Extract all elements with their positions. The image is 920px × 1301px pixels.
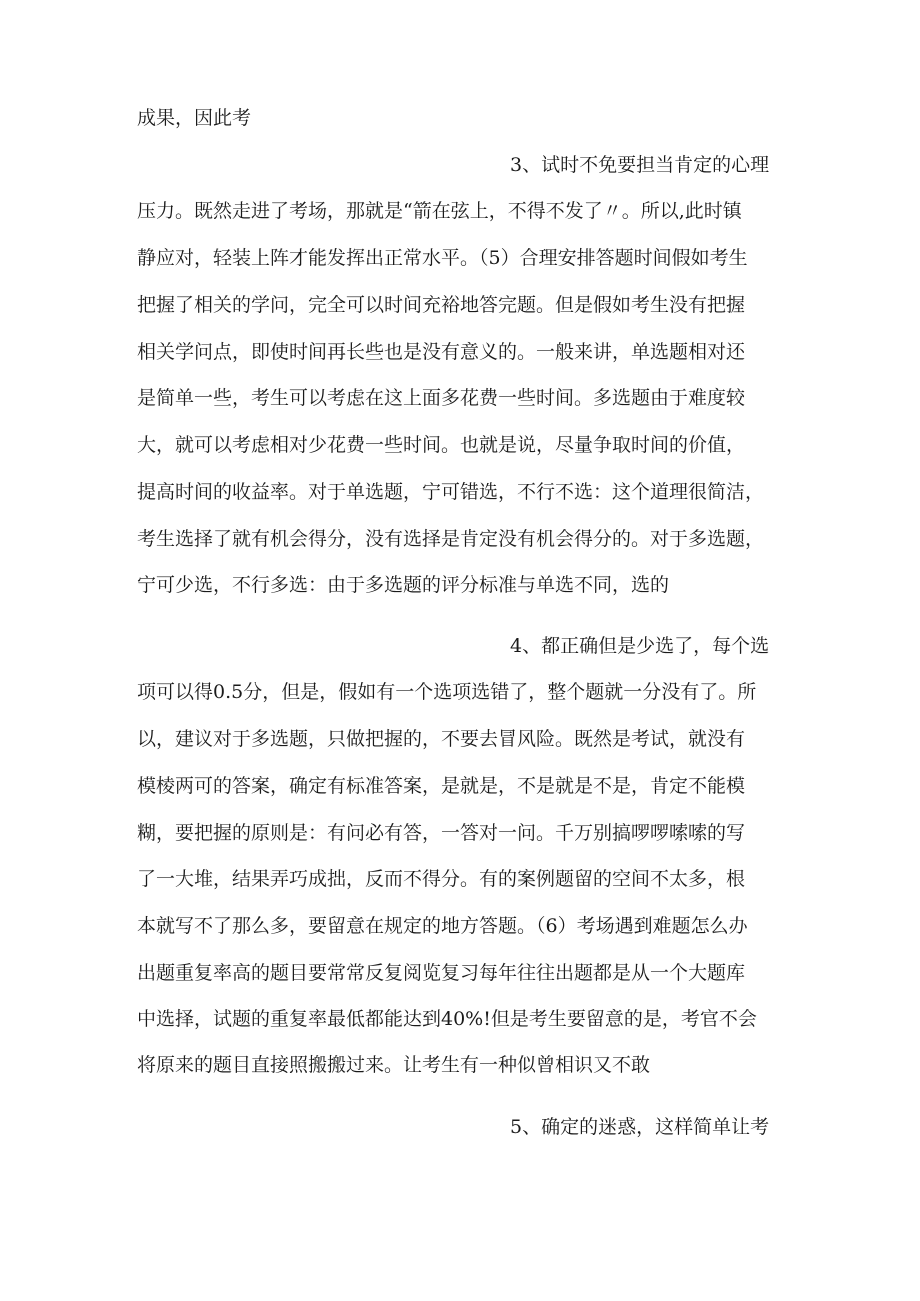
text-line-22: 5、确定的迷惑，这样简单让考 xyxy=(510,1116,770,1138)
text-line-2: 3、试时不免要担当肯定的心理 xyxy=(510,154,770,176)
text-line-16: 糊，要把握的原则是：有问必有答，一答对一问。千万别搞啰啰嗦嗦的写 xyxy=(137,822,746,844)
text-line-19: 出题重复率高的题目要常常反复阅览复习每年往往出题都是从一个大题库 xyxy=(137,962,746,984)
text-line-15: 模棱两可的答案，确定有标准答案，是就是，不是就是不是，肯定不能模 xyxy=(137,775,746,797)
text-line-17: 了一大堆，结果弄巧成拙，反而不得分。有的案例题留的空间不太多，根 xyxy=(137,868,746,890)
text-line-18: 本就写不了那么多，要留意在规定的地方答题。（6）考场遇到难题怎么办 xyxy=(137,915,748,937)
text-line-3: 压力。既然走进了考场，那就是“箭在弦上，不得不发了〃。所以,此时镇 xyxy=(137,200,742,222)
text-line-20: 中选择，试题的重复率最低都能达到40%!但是考生要留意的是，考官不会 xyxy=(137,1008,757,1030)
text-line-10: 考生选择了就有机会得分，没有选择是肯定没有机会得分的。对于多选题， xyxy=(137,528,765,550)
text-line-5: 把握了相关的学问，完全可以时间充裕地答完题。但是假如考生没有把握 xyxy=(137,294,746,316)
text-line-7: 是简单一些，考生可以考虑在这上面多花费一些时间。多选题由于难度较 xyxy=(137,387,746,409)
text-line-21: 将原来的题目直接照搬搬过来。让考生有一种似曾相识又不敢 xyxy=(137,1054,651,1076)
text-line-6: 相关学问点，即使时间再长些也是没有意义的。一般来讲，单选题相对还 xyxy=(137,341,746,363)
text-line-4: 静应对，轻装上阵才能发挥出正常水平。（5）合理安排答题时间假如考生 xyxy=(137,247,748,269)
text-line-12: 4、都正确但是少选了，每个选 xyxy=(510,635,770,657)
text-line-14: 以，建议对于多选题，只做把握的，不要去冒风险。既然是考试，就没有 xyxy=(137,728,746,750)
text-line-1: 成果，因此考 xyxy=(137,107,252,129)
text-line-13: 项可以得0.5分，但是，假如有一个选项选错了，整个题就一分没有了。所 xyxy=(137,681,757,703)
text-line-11: 宁可少选，不行多选：由于多选题的评分标准与单选不同，选的 xyxy=(137,574,670,596)
text-line-9: 提高时间的收益率。对于单选题，宁可错选，不行不选：这个道理很简洁， xyxy=(137,481,765,503)
text-line-8: 大，就可以考虑相对少花费一些时间。也就是说，尽量争取时间的价值， xyxy=(137,434,746,456)
